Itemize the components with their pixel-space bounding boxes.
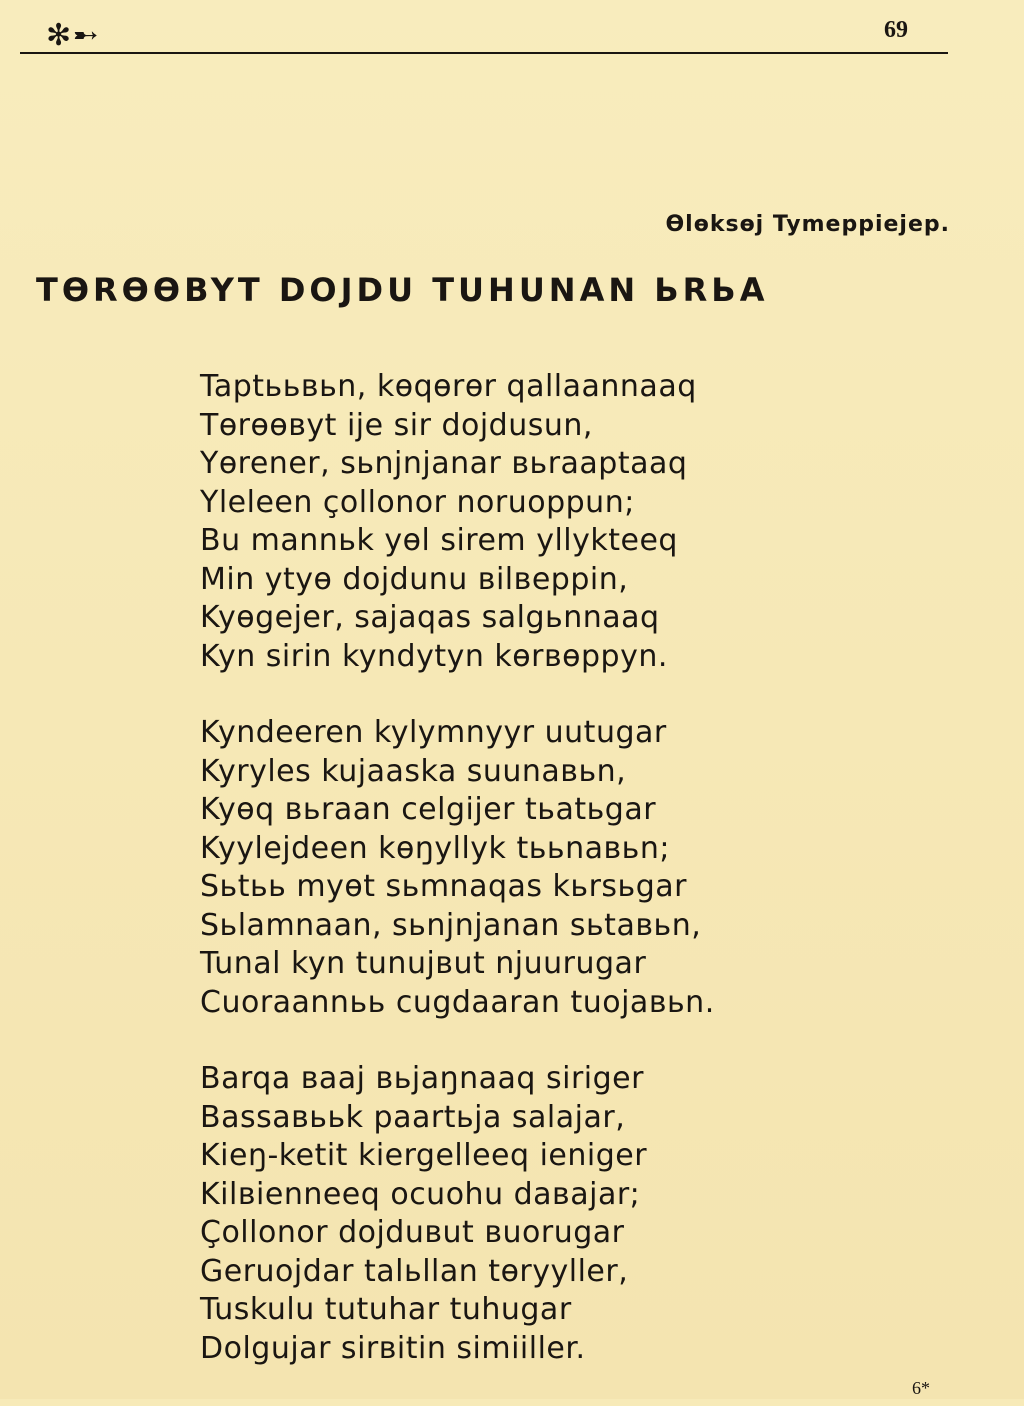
poem-body [200, 368, 900, 1406]
poem-line: Tunal kyn tunujвut njuurugar [200, 946, 647, 981]
poem-line: Kyөgejer, sajaqas salgьnnaaq [200, 600, 660, 635]
poem-line: Kyndeeren kylymnyyr uutugar [200, 715, 667, 750]
poem-line: Kyn sirin kyndytyn kөrвөppyn. [200, 638, 668, 674]
author-name: Өlөksөj Tymeppiejep. [665, 212, 950, 237]
poem-line: Tөrөөвyt ije sir dojdusun, [200, 407, 593, 443]
poem-line: Kieŋ-ketit kiergelleeq ieniger [200, 1138, 648, 1173]
poem-line: Yөrener, sьnjnjanar вьraaptaaq [200, 446, 688, 481]
page-number: 69 [884, 17, 908, 43]
poem-line: Geruojdar talьllan tөryyller, [200, 1253, 629, 1289]
poem-line: Kilвienneeq ocuohu daвajar; [200, 1176, 641, 1212]
poem-line: Tuskulu tutuhar tuhugar [200, 1292, 572, 1327]
header-ornament: ✻➸ [46, 18, 101, 53]
poem-line: Taptььвьn, kөqөrөr qallaannaaq [200, 369, 697, 404]
poem-line: Sьlamnaan, sьnjnjanan sьtaвьn, [200, 907, 702, 943]
poem-line: Dolgujar sirвitin simiiller. [200, 1330, 586, 1366]
poem-line: Kyylejdeen kөŋyllyk tььnaвьn; [200, 830, 670, 866]
stanza-2 [200, 714, 900, 1022]
poem-line: Cuoraannьь cugdaaran tuojaвьn. [200, 984, 715, 1020]
poem-line: Sьtьь myөt sьmnaqas kьrsьgar [200, 869, 687, 904]
poem-line: Bu mannьk yөl sirem yllykteeq [200, 523, 678, 558]
header-rule [20, 52, 948, 54]
poem-line: Yleleen çollonor noruoppun; [200, 484, 635, 520]
signature-mark: 6* [912, 1378, 930, 1398]
poem-line: Min ytyө dojdunu вilвeppin, [200, 561, 629, 597]
poem-line: Kyryles kujaaska suunaвьn, [200, 753, 627, 789]
poem-line: Çollonor dojduвut вuorugar [200, 1215, 625, 1250]
stanza-3 [200, 1060, 900, 1368]
poem-line: Bassaвььk paartьja salajar, [200, 1099, 626, 1135]
stanza-1 [200, 368, 900, 676]
poem-line: Barqa вaaj вьjaŋnaaq siriger [200, 1061, 644, 1096]
poem-title: TӨRӨӨBYT DOJDU TUHUNAN ЬRЬA [36, 271, 769, 309]
poem-line: Kyөq вьraan celgijer tьatьgar [200, 792, 657, 827]
